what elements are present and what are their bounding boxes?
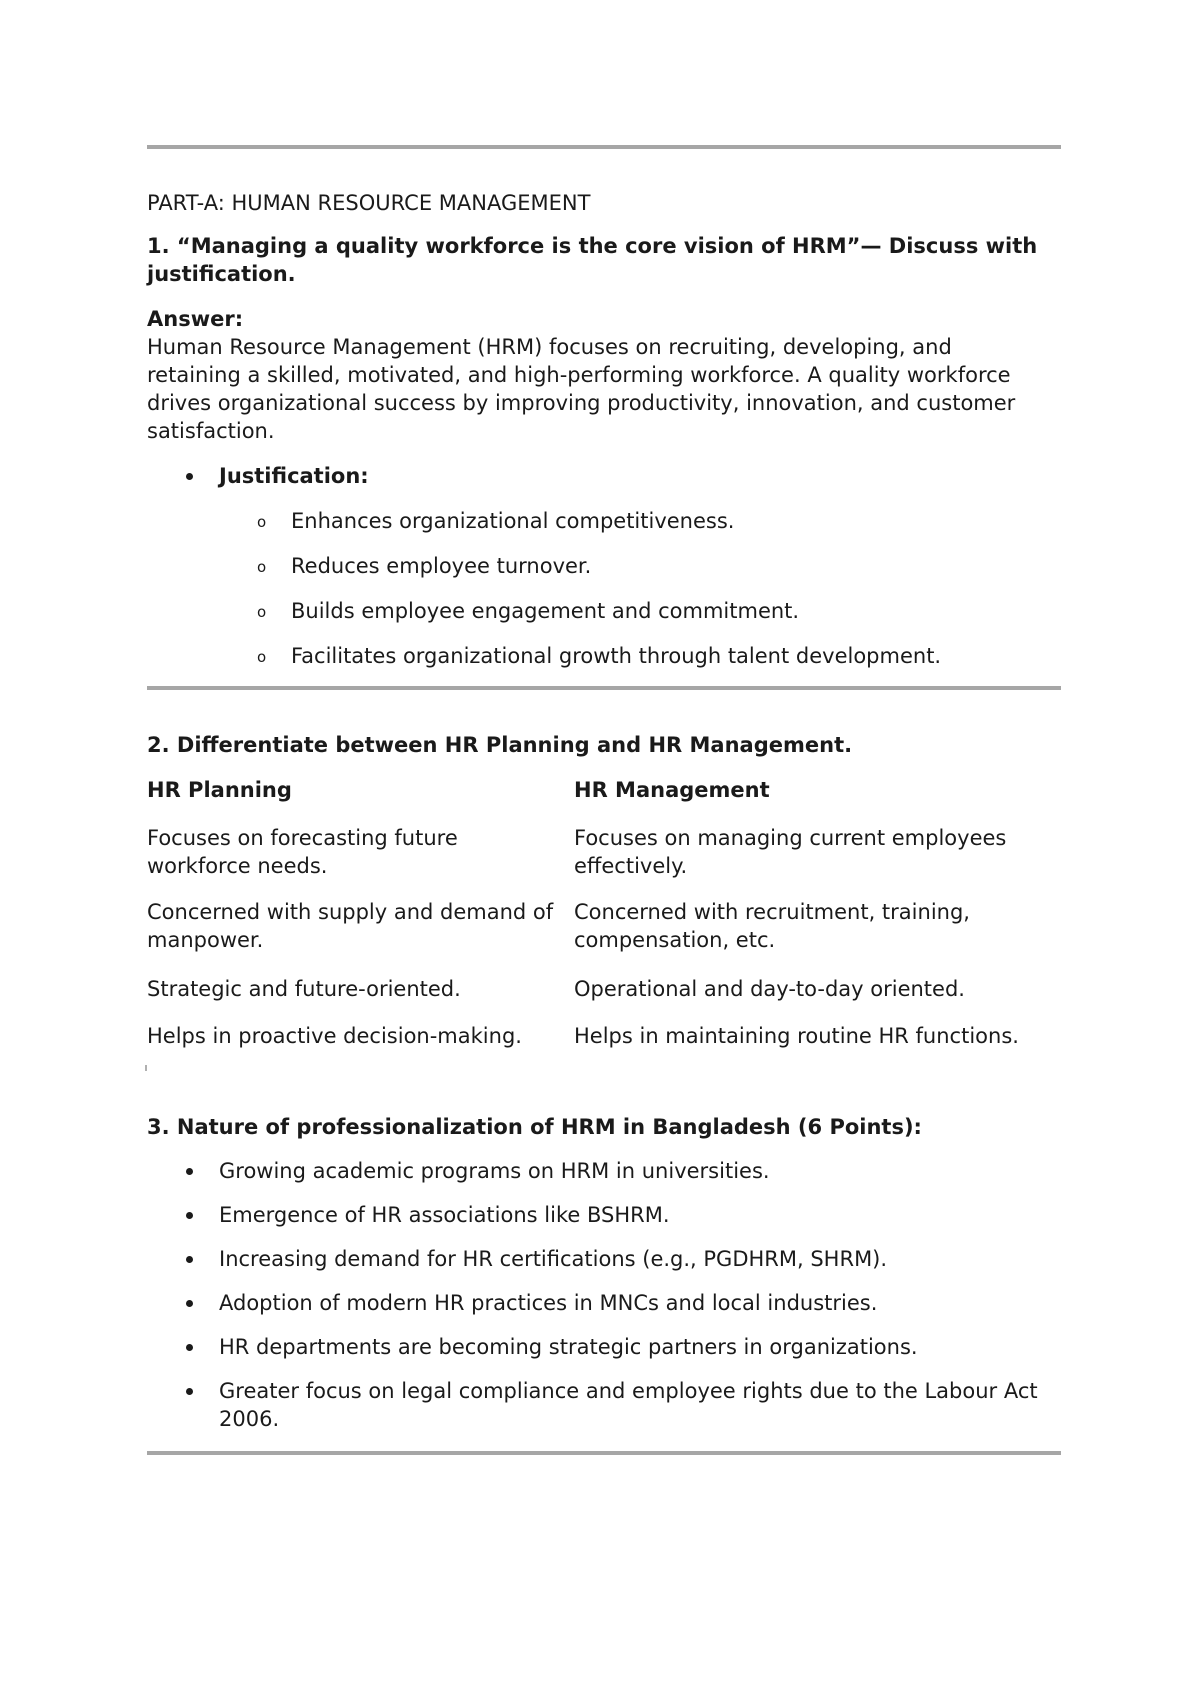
list-item: Growing academic programs on HRM in universities. bbox=[219, 1159, 770, 1183]
section-divider bbox=[147, 686, 1061, 690]
circle-bullet-icon: o bbox=[257, 558, 267, 576]
table-cell: Focuses on forecasting future workforce needs. bbox=[147, 826, 458, 878]
circle-bullet-icon: o bbox=[257, 603, 267, 621]
table-marker bbox=[145, 1065, 147, 1071]
table-header-hr-management: HR Management bbox=[574, 778, 770, 802]
list-item: Greater focus on legal compliance and employee rights due to the Labour Act 2006. bbox=[219, 1379, 1038, 1431]
table-cell: Strategic and future-oriented. bbox=[147, 977, 461, 1001]
bullet-icon bbox=[186, 1256, 193, 1263]
table-cell: Concerned with supply and demand of manpower. bbox=[147, 900, 554, 952]
bottom-divider bbox=[147, 1451, 1061, 1455]
table-cell: Helps in proactive decision-making. bbox=[147, 1024, 522, 1048]
answer-text: Human Resource Management (HRM) focuses on recruiting, developing, and retaining a skilled, motivated, and high-performing workforce. A quality workforce drives organizational success by improving productivity, innovation, and customer satisfaction. bbox=[147, 335, 1016, 443]
list-item: HR departments are becoming strategic partners in organizations. bbox=[219, 1335, 918, 1359]
bullet-icon bbox=[186, 473, 193, 480]
table-cell: Focuses on managing current employees effectively. bbox=[574, 826, 1007, 878]
question-2: 2. Differentiate between HR Planning and HR Management. bbox=[147, 733, 853, 757]
circle-bullet-icon: o bbox=[257, 648, 267, 666]
circle-bullet-icon: o bbox=[257, 513, 267, 531]
table-cell: Operational and day-to-day oriented. bbox=[574, 977, 965, 1001]
justification-point: Reduces employee turnover. bbox=[291, 554, 592, 578]
part-heading: PART-A: HUMAN RESOURCE MANAGEMENT bbox=[147, 191, 591, 215]
list-item: Emergence of HR associations like BSHRM. bbox=[219, 1203, 670, 1227]
answer-label: Answer: bbox=[147, 307, 244, 331]
list-item: Adoption of modern HR practices in MNCs and local industries. bbox=[219, 1291, 878, 1315]
bullet-icon bbox=[186, 1300, 193, 1307]
bullet-icon bbox=[186, 1344, 193, 1351]
justification-point: Enhances organizational competitiveness. bbox=[291, 509, 735, 533]
justification-point: Builds employee engagement and commitment. bbox=[291, 599, 800, 623]
bullet-icon bbox=[186, 1168, 193, 1175]
bullet-icon bbox=[186, 1388, 193, 1395]
question-3: 3. Nature of professionalization of HRM in Bangladesh (6 Points): bbox=[147, 1115, 922, 1139]
justification-label: Justification: bbox=[219, 464, 369, 488]
justification-point: Facilitates organizational growth through talent development. bbox=[291, 644, 942, 668]
bullet-icon bbox=[186, 1212, 193, 1219]
table-cell: Helps in maintaining routine HR functions. bbox=[574, 1024, 1019, 1048]
top-divider bbox=[147, 145, 1061, 149]
table-header-hr-planning: HR Planning bbox=[147, 778, 292, 802]
question-1: 1. “Managing a quality workforce is the core vision of HRM”— Discuss with justification. bbox=[147, 234, 1038, 286]
list-item: Increasing demand for HR certifications (e.g., PGDHRM, SHRM). bbox=[219, 1247, 888, 1271]
table-cell: Concerned with recruitment, training, compensation, etc. bbox=[574, 900, 970, 952]
